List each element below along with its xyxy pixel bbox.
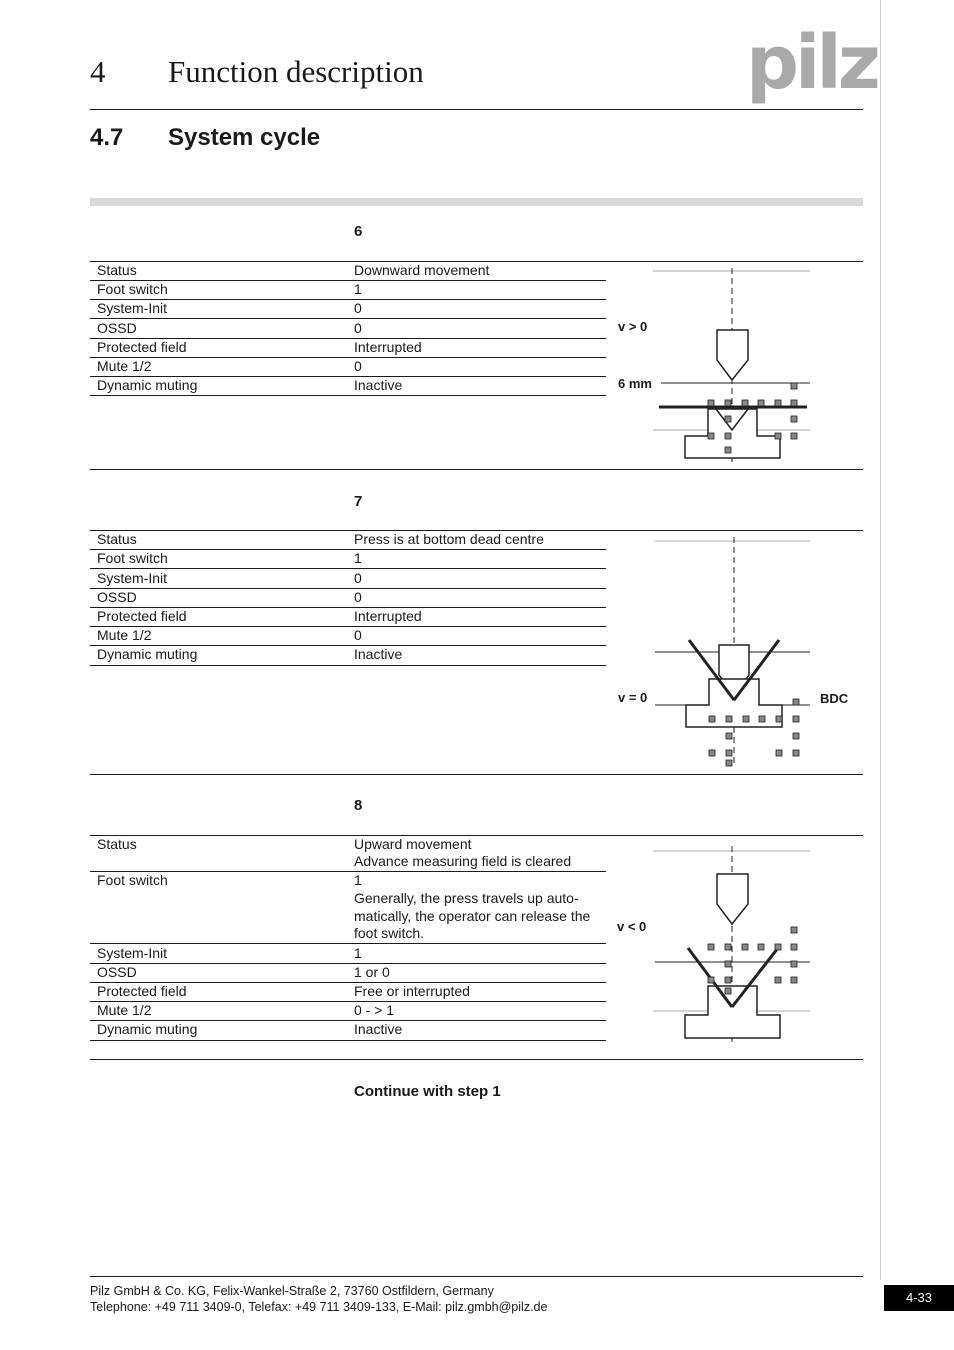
row-label: Foot switch xyxy=(97,872,168,888)
row-value: 0 xyxy=(354,589,362,605)
row-value: Inactive xyxy=(354,646,403,662)
row-label: Status xyxy=(97,531,137,547)
section-title: System cycle xyxy=(168,124,321,151)
chapter-number: 4 xyxy=(90,54,106,89)
pilz-logo: pilz xyxy=(746,20,877,106)
row-value: 0 xyxy=(354,570,362,586)
distance-label: 6 mm xyxy=(618,376,652,391)
row-value: Inactive xyxy=(354,377,403,393)
row-value: 1 xyxy=(354,550,362,566)
row-label: System-Init xyxy=(97,300,168,316)
row-label: Mute 1/2 xyxy=(97,1002,152,1018)
row-label: Status xyxy=(97,836,137,852)
continue-note: Continue with step 1 xyxy=(354,1083,501,1100)
footer-address: Pilz GmbH & Co. KG, Felix-Wankel-Straße 2, 73760 Ostfildern, Germany xyxy=(90,1284,494,1298)
row-label: Status xyxy=(97,262,137,278)
row-value: 0 xyxy=(354,627,362,643)
footer-divider xyxy=(90,1276,863,1277)
bdc-label: BDC xyxy=(820,691,849,706)
speed-label: v = 0 xyxy=(618,690,648,705)
row-label: Foot switch xyxy=(97,281,168,297)
row-value-continued: matically, the operator can release the xyxy=(354,908,591,924)
row-label: Mute 1/2 xyxy=(97,358,152,374)
row-label: Mute 1/2 xyxy=(97,627,152,643)
chapter-title: Function description xyxy=(168,54,424,89)
row-label: Foot switch xyxy=(97,550,168,566)
speed-label: v > 0 xyxy=(618,319,648,334)
row-value-continued: Generally, the press travels up auto- xyxy=(354,890,579,906)
row-label: Protected field xyxy=(97,339,187,355)
row-value-continued: Advance measuring field is cleared xyxy=(354,853,572,869)
row-value: Interrupted xyxy=(354,608,422,624)
row-value: 0 - > 1 xyxy=(354,1002,395,1018)
row-value: Free or interrupted xyxy=(354,983,470,999)
row-label: OSSD xyxy=(97,320,137,336)
row-label: Protected field xyxy=(97,983,187,999)
row-value: 1 xyxy=(354,872,362,888)
row-value: 1 xyxy=(354,281,362,297)
footer-contact: Telephone: +49 711 3409-0, Telefax: +49 711 3409-133, E-Mail: pilz.gmbh@pilz.de xyxy=(90,1300,548,1314)
step-number: 6 xyxy=(354,223,363,240)
row-value: 0 xyxy=(354,358,362,374)
row-value-continued: foot switch. xyxy=(354,925,425,941)
row-label: Dynamic muting xyxy=(97,646,198,662)
row-value: 1 or 0 xyxy=(354,964,390,980)
row-label: Dynamic muting xyxy=(97,1021,198,1037)
section-number: 4.7 xyxy=(90,124,124,151)
row-value: Inactive xyxy=(354,1021,403,1037)
step-number: 7 xyxy=(354,493,363,510)
row-label: Dynamic muting xyxy=(97,377,198,393)
row-value: 0 xyxy=(354,320,362,336)
row-value: Press is at bottom dead centre xyxy=(354,531,544,547)
row-value: 0 xyxy=(354,300,362,316)
row-value: Downward movement xyxy=(354,262,490,278)
row-label: System-Init xyxy=(97,945,168,961)
row-value: 1 xyxy=(354,945,362,961)
row-label: OSSD xyxy=(97,964,137,980)
row-label: Protected field xyxy=(97,608,187,624)
row-label: OSSD xyxy=(97,589,137,605)
step-number: 8 xyxy=(354,797,363,814)
row-value: Upward movement xyxy=(354,836,472,852)
row-value: Interrupted xyxy=(354,339,422,355)
step-bottom-divider xyxy=(90,1059,863,1060)
row-label: System-Init xyxy=(97,570,168,586)
page-number: 4-33 xyxy=(884,1285,954,1311)
speed-label: v < 0 xyxy=(617,919,647,934)
